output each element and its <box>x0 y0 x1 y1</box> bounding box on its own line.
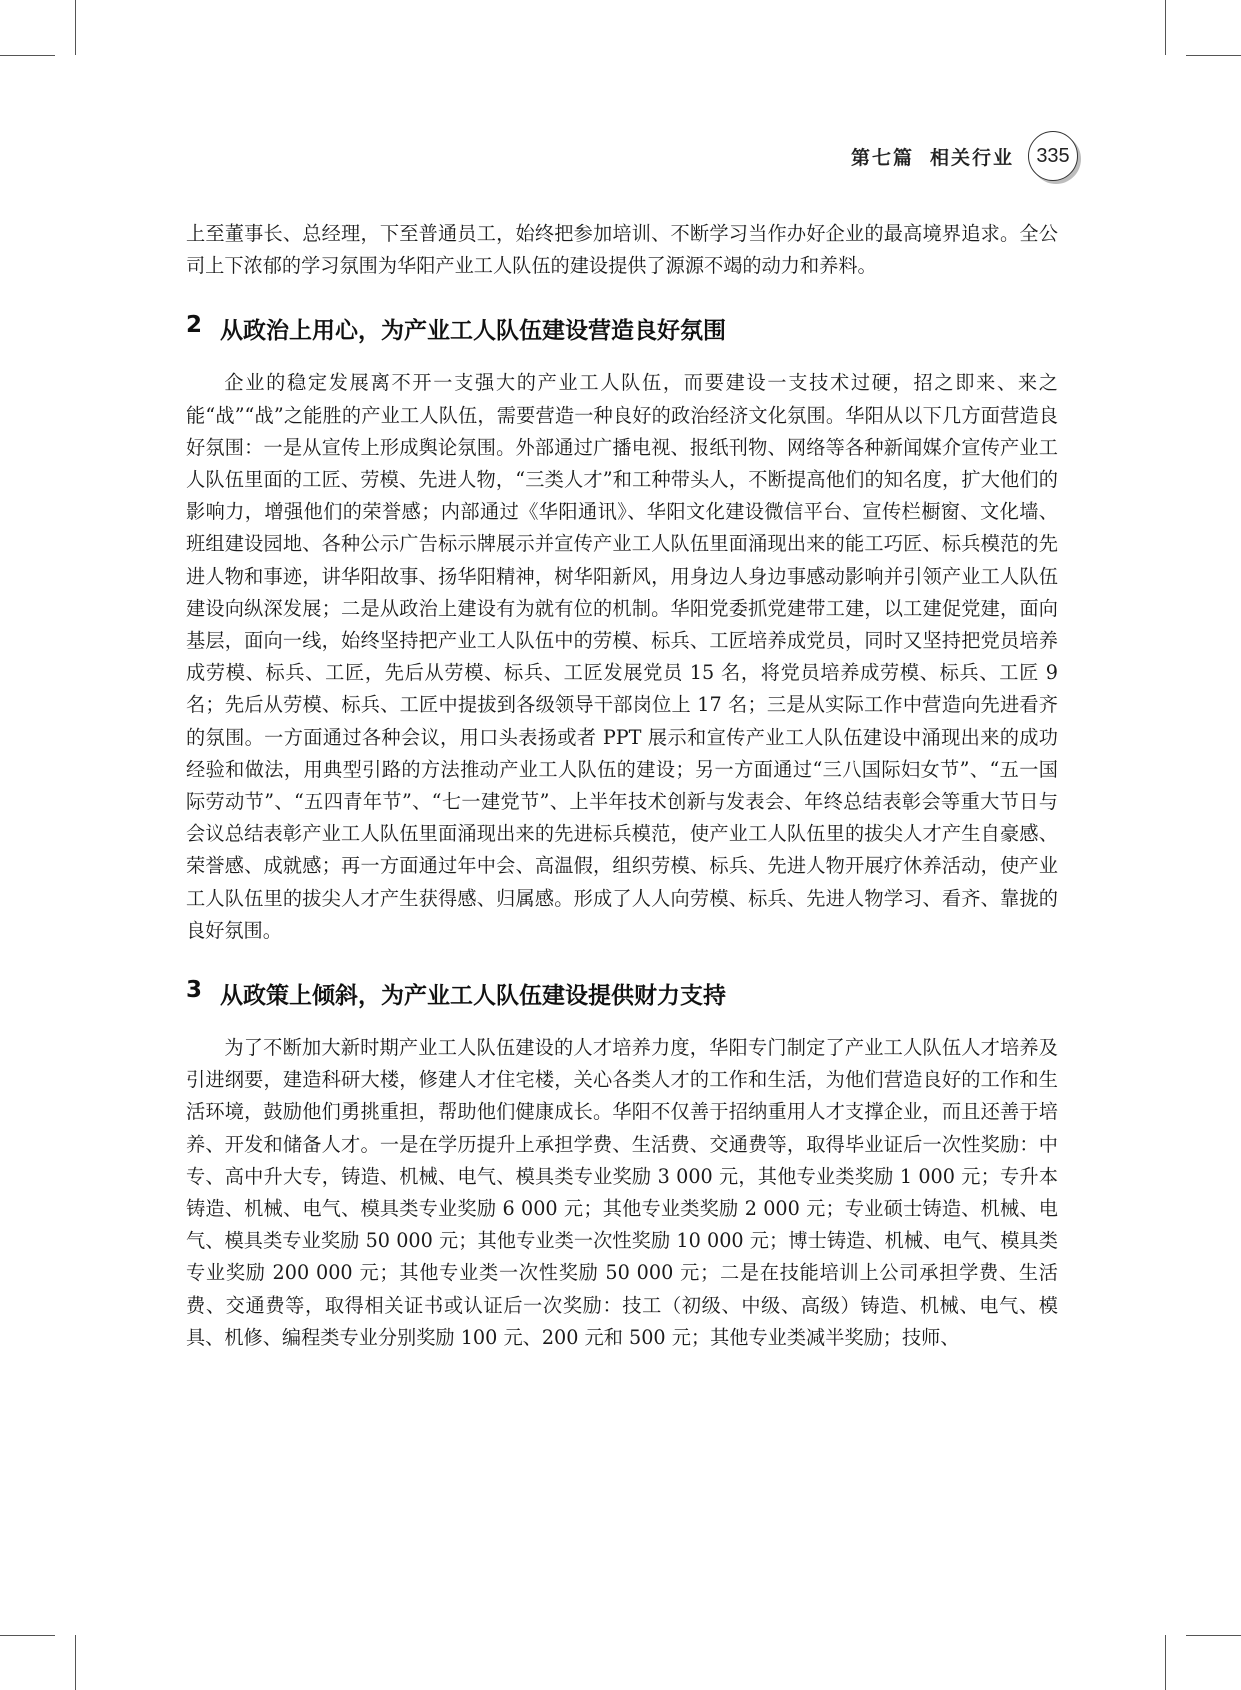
crop-mark-top-right-vertical <box>1165 0 1166 55</box>
crop-mark-bottom-left-vertical <box>75 1635 76 1690</box>
running-header <box>851 136 1078 176</box>
crop-mark-top-right-horizontal <box>1186 55 1241 56</box>
section-heading-2 <box>186 312 1058 345</box>
paragraph-section-3: 为了不断加大新时期产业工人队伍建设的人才培养力度，华阳专门制定了产业工人队伍人才培养及引进纲要，建造科研大楼，修建人才住宅楼，关心各类人才的工作和生活，为他们营造良好的工作和生活环境，鼓励他们勇挑重担，帮助他们健康成长。华阳不仅善于招纳重用人才支撑企业，而且还善于培养、开发和储备人才。一是在学历提升上承担学费、生活费、交通费等，取得毕业证后一次性奖励：中专、高中升大专，铸造、机械、电气、模具类专业奖励 3 000 元，其他专业类奖励 1 000 元；专升本铸造、机械、电气、模具类专业奖励 6 000 元；其他专业类奖励 2 000 元；专业硕士铸造、机械、电气、模具类专业奖励 50 000 元；其他专业类一次性奖励 10 000 元；博士铸造、机械、电气、模具类专业奖励 200 000 元；其他专业类一次性奖励 50 000 元；二是在技能培训上公司承担学费、生活费、交通费等，取得相关证书或认证后一次奖励：技工（初级、中级、高级）铸造、机械、电气、模具、机修、编程类专业分别奖励 100 元、200 元和 500 元；其他专业类减半奖励；技师、 <box>186 1036 1058 1349</box>
section-number: 3 <box>186 977 203 1004</box>
crop-mark-top-left-vertical <box>75 0 76 55</box>
crop-mark-top-left-horizontal <box>0 55 55 56</box>
section-number: 2 <box>186 312 203 339</box>
header-part: 第七篇 <box>850 146 914 169</box>
paragraph-section-2: 企业的稳定发展离不开一支强大的产业工人队伍，而要建设一支技术过硬，招之即来、来之能“战”“战”之能胜的产业工人队伍，需要营造一种良好的政治经济文化氛围。华阳从以下几方面营造良好氛围：一是从宣传上形成舆论氛围。外部通过广播电视、报纸刊物、网络等各种新闻媒介宣传产业工人队伍里面的工匠、劳模、先进人物，“三类人才”和工种带头人，不断提高他们的知名度，扩大他们的影响力，增强他们的荣誉感；内部通过《华阳通讯》、华阳文化建设微信平台、宣传栏橱窗、文化墙、班组建设园地、各种公示广告标示牌展示并宣传产业工人队伍里面涌现出来的能工巧匠、标兵模范的先进人物和事迹，讲华阳故事、扬华阳精神，树华阳新风，用身边人身边事感动影响并引领产业工人队伍建设向纵深发展；二是从政治上建设有为就有位的机制。华阳党委抓党建带工建，以工建促党建，面向基层，面向一线，始终坚持把产业工人队伍中的劳模、标兵、工匠培养成党员，同时又坚持把党员培养成劳模、标兵、工匠，先后从劳模、标兵、工匠发展党员 15 名，将党员培养成劳模、标兵、工匠 9 名；先后从劳模、标兵、工匠中提拔到各级领导干部岗位上 17 名；三是从实际工作中营造向先进看齐的氛围。一方面通过各种会议，用口头表扬或者 PPT 展示和宣传产业工人队伍建设中涌现出来的成功经验和做法，用典型引路的方法推动产业工人队伍的建设；另一方面通过“三八国际妇女节”、“五一国际劳动节”、“五四青年节”、“七一建党节”、上半年技术创新与发表会、年终总结表彰会等重大节日与会议总结表彰产业工人队伍里面涌现出来的先进标兵模范，使产业工人队伍里的拔尖人才产生自豪感、荣誉感、成就感；再一方面通过年中会、高温假，组织劳模、标兵、先进人物开展疗休养活动，使产业工人队伍里的拔尖人才产生获得感、归属感。形成了人人向劳模、标兵、先进人物学习、看齐、靠拢的良好氛围。 <box>186 371 1058 942</box>
header-section-title: 相关行业 <box>929 146 1014 169</box>
crop-mark-bottom-right-horizontal <box>1186 1635 1241 1636</box>
section-heading-3 <box>186 977 1058 1010</box>
crop-mark-bottom-right-vertical <box>1165 1635 1166 1690</box>
page-number: 335 <box>1036 144 1070 167</box>
page-body <box>186 218 1058 1354</box>
crop-mark-bottom-left-horizontal <box>0 1635 55 1636</box>
page-number-badge <box>1028 131 1078 181</box>
section-title: 从政治上用心，为产业工人队伍建设营造良好氛围 <box>220 318 727 345</box>
section-title: 从政策上倾斜，为产业工人队伍建设提供财力支持 <box>220 983 727 1010</box>
paragraph-continued: 上至董事长、总经理，下至普通员工，始终把参加培训、不断学习当作办好企业的最高境界追求。全公司上下浓郁的学习氛围为华阳产业工人队伍的建设提供了源源不竭的动力和养料。 <box>186 222 1058 278</box>
header-title <box>851 143 1014 170</box>
